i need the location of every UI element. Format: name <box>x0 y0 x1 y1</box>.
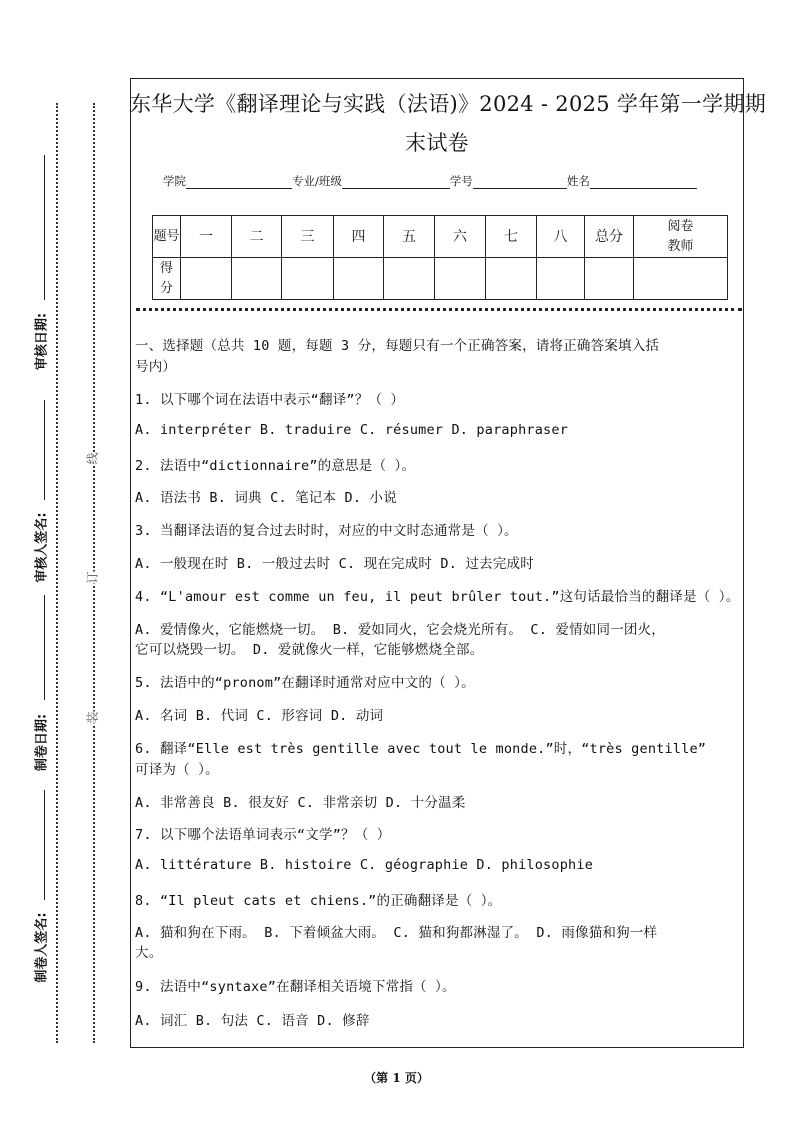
page-number: （第 1 页） <box>364 1071 429 1085</box>
header-cell: 题号 <box>153 216 181 258</box>
student-info-form <box>163 173 697 189</box>
student-id-label: 学号 <box>449 174 473 188</box>
question-line: 一、选择题（总共 10 题，每题 3 分，每题只有一个正确答案，请将正确答案填入括 <box>135 338 660 354</box>
question-line: 3. 当翻译法语的复合过去时时，对应的中文时态通常是（ ）。 <box>135 523 518 539</box>
header-cell: 七 <box>486 216 537 258</box>
score-cell[interactable] <box>634 258 728 300</box>
question-text-line: A. 词汇 B. 句法 C. 语音 D. 修辞 <box>135 1013 370 1029</box>
score-cell[interactable] <box>585 258 634 300</box>
question-line: 4. “L'amour est comme un feu, il peut brûler tout.”这句话最恰当的翻译是（ ）。 <box>135 589 740 605</box>
score-cell[interactable] <box>181 258 232 300</box>
question-line: 7. 以下哪个法语单词表示“文学”？（ ） <box>135 827 391 843</box>
reviewer-sign-line <box>44 400 45 500</box>
college-label: 学院 <box>163 174 186 188</box>
bind-char-zhuang: 装 <box>85 711 100 724</box>
section-divider <box>136 308 742 311</box>
name-label: 姓名 <box>566 174 590 188</box>
header-cell: 一 <box>181 216 232 258</box>
reviewer-sign-label: 审核人签名: <box>34 512 50 583</box>
question-text-line: A. 爱情像火，它能燃烧一切。 B. 爱如同火，它会烧光所有。 C. 爱情如同一团火， <box>135 622 666 638</box>
question-text-line: A. 名词 B. 代词 C. 形容词 D. 动词 <box>135 708 384 724</box>
question-line: 8. “Il pleut cats et chiens.”的正确翻译是（ ）。 <box>135 893 502 909</box>
header-cell: 阅卷教师 <box>634 216 728 258</box>
exam-title-line1: 东华大学《翻译理论与实践（法语)》2024 - 2025 学年第一学期期 <box>130 92 766 116</box>
question-text-line: A. 猫和狗在下雨。 B. 下着倾盆大雨。 C. 猫和狗都淋湿了。 D. 雨像猫和狗一样 <box>135 925 658 941</box>
question-text-line: 它可以烧毁一切。 D. 爱就像火一样，它能够燃烧全部。 <box>135 642 484 658</box>
question-text-line: A. interpréter B. traduire C. résumer D. paraphraser <box>135 422 569 438</box>
major-class-field[interactable] <box>342 176 450 189</box>
question-line: 2. 法语中“dictionnaire”的意思是（ ）。 <box>135 458 416 474</box>
score-table <box>152 215 728 300</box>
question-text-line: 大。 <box>135 945 163 961</box>
header-cell: 总分 <box>585 216 634 258</box>
major-class-label: 专业/班级 <box>292 174 342 188</box>
binding-dotted-line-outer <box>56 103 58 1043</box>
question-text-line: 可译为（ ）。 <box>135 762 219 778</box>
score-cell[interactable] <box>282 258 334 300</box>
maker-sign-line <box>44 790 45 900</box>
header-cell: 二 <box>232 216 282 258</box>
question-line: 1. 以下哪个词在法语中表示“翻译”？（ ） <box>135 392 405 408</box>
score-cell[interactable] <box>435 258 486 300</box>
score-cell[interactable] <box>334 258 384 300</box>
college-field[interactable] <box>186 176 292 189</box>
question-line: 6. 翻译“Elle est très gentille avec tout le monde.”时，“très gentille” <box>135 741 707 757</box>
header-cell: 三 <box>282 216 334 258</box>
question-text-line: A. 语法书 B. 词典 C. 笔记本 D. 小说 <box>135 490 397 506</box>
maker-date-line <box>44 595 45 700</box>
reviewer-date-line <box>44 155 45 300</box>
reviewer-date-label: 审核日期: <box>34 312 50 371</box>
score-cell[interactable] <box>486 258 537 300</box>
header-cell: 五 <box>384 216 435 258</box>
question-text-line: A. 一般现在时 B. 一般过去时 C. 现在完成时 D. 过去完成时 <box>135 556 534 572</box>
question-text-line: A. littérature B. histoire C. géographie D. philosophie <box>135 857 594 873</box>
bind-char-xian: 线 <box>85 452 100 465</box>
score-row-label: 得分 <box>153 258 181 300</box>
header-cell: 八 <box>537 216 585 258</box>
maker-sign-label: 制卷人签名: <box>34 912 50 983</box>
header-cell: 六 <box>435 216 486 258</box>
bind-char-ding: 订 <box>85 571 100 584</box>
score-cell[interactable] <box>537 258 585 300</box>
exam-title-line2: 末试卷 <box>405 131 469 155</box>
question-text-line: A. 非常善良 B. 很友好 C. 非常亲切 D. 十分温柔 <box>135 795 466 811</box>
score-table-score-row <box>153 258 728 300</box>
student-id-field[interactable] <box>473 176 567 189</box>
question-text-line: 号内） <box>135 359 177 375</box>
score-cell[interactable] <box>232 258 282 300</box>
score-cell[interactable] <box>384 258 435 300</box>
maker-date-label: 制卷日期: <box>34 713 50 772</box>
question-line: 9. 法语中“syntaxe”在翻译相关语境下常指（ ）。 <box>135 979 456 995</box>
question-line: 5. 法语中的“pronom”在翻译时通常对应中文的（ ）。 <box>135 675 475 691</box>
name-field[interactable] <box>590 176 697 189</box>
score-table-header-row <box>153 216 728 258</box>
header-cell: 四 <box>334 216 384 258</box>
